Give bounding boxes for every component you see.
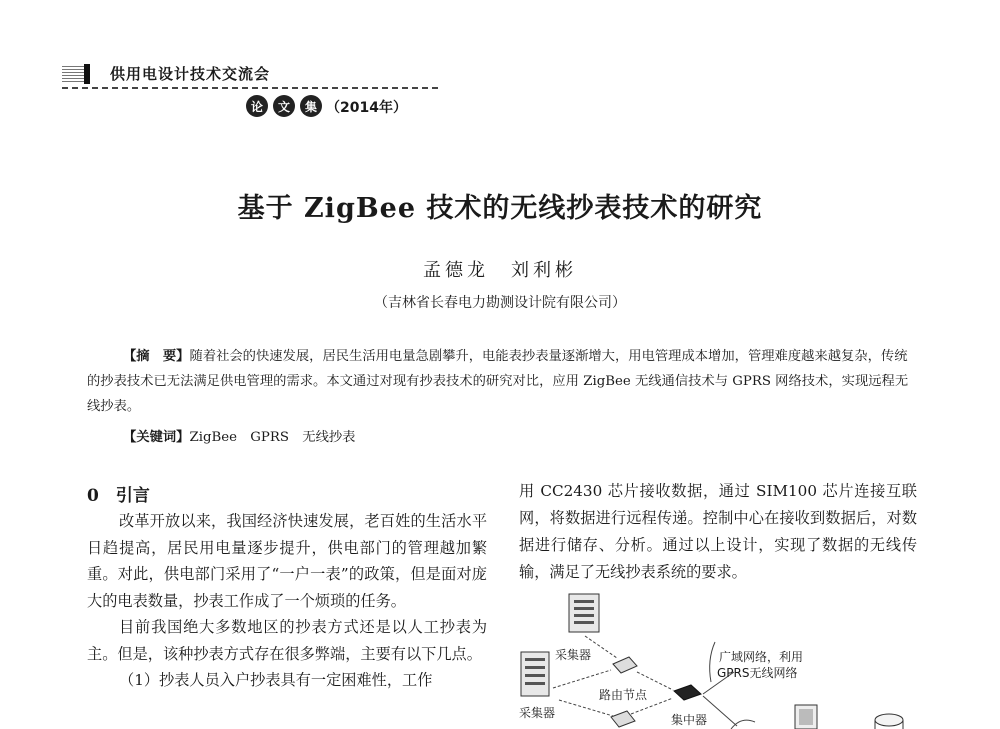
keywords-label: 【关键词】 xyxy=(123,430,190,445)
keywords xyxy=(123,426,355,445)
wan-bracket xyxy=(710,642,715,682)
concentrator-icon xyxy=(674,685,701,700)
cloud-edge xyxy=(731,720,755,729)
monitor-icon xyxy=(795,705,817,729)
server-icon xyxy=(569,594,599,632)
section-heading: 0 引言 xyxy=(87,486,150,506)
abstract-label: 【摘 要】 xyxy=(123,349,190,364)
body-paragraph: 用 CC2430 芯片接收数据，通过 SIM100 芯片连接互联网，将数据进行远程传递。控制中心在接收到数据后，对数据进行储存、分析。通过以上设计，实现了数据的无线传输，满足了无线抄表系统的要求。 xyxy=(519,482,917,581)
abstract xyxy=(87,344,913,419)
label-router-node: 路由节点 xyxy=(599,688,648,702)
badge-char: 集 xyxy=(300,95,322,117)
link-line xyxy=(703,696,737,726)
label-collector: 采集器 xyxy=(519,706,556,720)
proceedings-year: （2014年） xyxy=(326,100,407,116)
proceedings-badges xyxy=(246,95,322,117)
network-diagram xyxy=(519,590,1000,729)
paper-title: 基于 ZigBee 技术的无线抄表技术的研究 xyxy=(237,193,763,224)
left-column xyxy=(87,508,487,694)
server-icon xyxy=(521,652,549,696)
body-paragraph: 目前我国绝大多数地区的抄表方式还是以人工抄表为主。但是，该种抄表方式存在很多弊端，主要有以下几点。 xyxy=(87,618,487,663)
label-collector: 采集器 xyxy=(555,648,592,662)
header-divider xyxy=(62,87,438,89)
keywords-text: ZigBee GPRS 无线抄表 xyxy=(189,430,356,445)
badge-char: 文 xyxy=(273,95,295,117)
header-decoration-bar xyxy=(84,64,90,84)
body-paragraph: 改革开放以来，我国经济快速发展，老百姓的生活水平日趋提高，居民用电量逐步提升，供电部门的管理越加繁重。对此，供电部门采用了“一户一表”的政策，但是面对庞大的电表数量，抄表工作成了一个烦琐的任务。 xyxy=(87,512,487,610)
label-wan-gprs: GPRS无线网络 xyxy=(717,666,798,680)
paper-authors: 孟德龙 刘利彬 xyxy=(423,260,577,281)
label-concentrator: 集中器 xyxy=(671,713,708,727)
badge-char: 论 xyxy=(246,95,268,117)
abstract-text: 随着社会的快速发展，居民生活用电量急剧攀升，电能表抄表量逐渐增大，用电管理成本增加，管理难度越来越复杂，传统的抄表技术已无法满足供电管理的需求。本文通过对现有抄表技术的研究对比，应用 ZigBee 无线通信技术与 GPRS 网络技术，实现远程无线抄表。 xyxy=(87,349,909,414)
conference-title: 供用电设计技术交流会 xyxy=(110,65,271,83)
router-node-icon xyxy=(613,657,637,673)
author-affiliation: （吉林省长春电力勘测设计院有限公司） xyxy=(374,295,626,311)
body-paragraph: （1）抄表人员入户抄表具有一定困难性，工作 xyxy=(119,671,433,689)
right-column xyxy=(519,478,917,586)
header-decoration-strip xyxy=(62,64,84,82)
database-icon xyxy=(875,714,903,729)
label-wan: 广域网络，利用 xyxy=(719,650,804,664)
